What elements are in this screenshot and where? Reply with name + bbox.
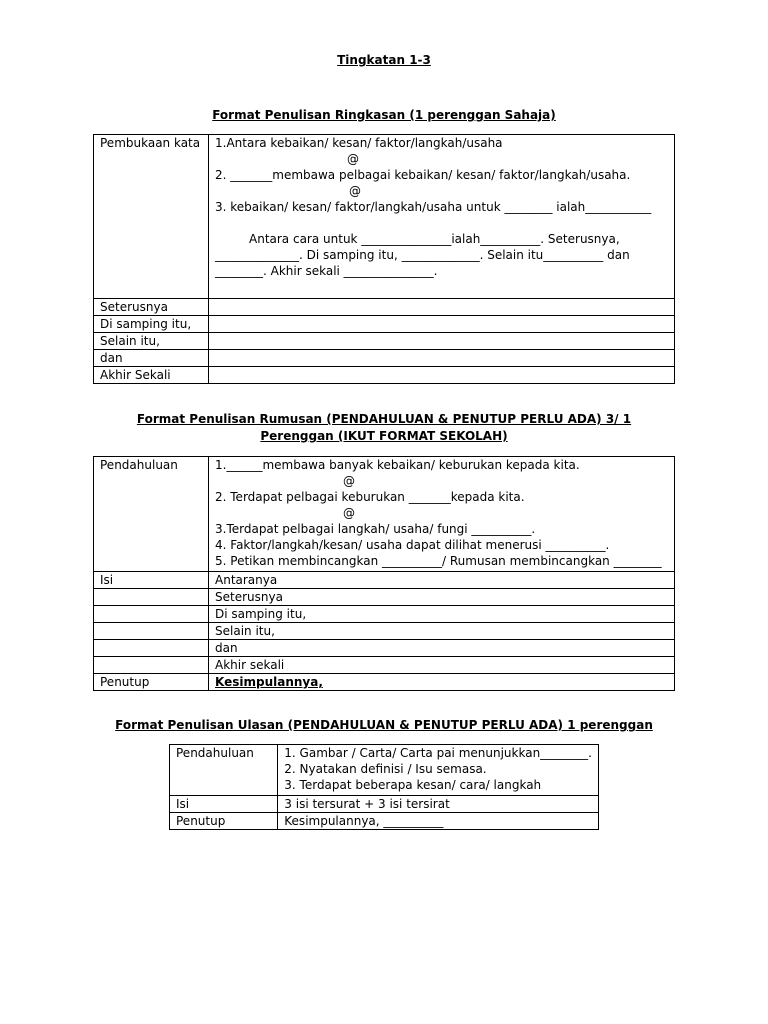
empty-cell: [209, 316, 675, 333]
intro-line: @: [349, 184, 361, 198]
empty-cell: [209, 367, 675, 384]
paragraph-line: ________. Akhir sekali _______________.: [215, 264, 438, 278]
row-label: Pendahuluan: [94, 457, 209, 572]
row-label: Seterusnya: [94, 299, 209, 316]
paragraph-line: Antara cara untuk _______________ialah__________. Seterusnya,: [249, 232, 620, 246]
table-row: [94, 674, 675, 691]
row-label: Penutup: [94, 674, 209, 691]
table-row: [94, 333, 675, 350]
empty-cell: [209, 333, 675, 350]
intro-line: 5. Petikan membincangkan __________/ Rumusan membincangkan ________: [215, 554, 662, 568]
intro-line: 3.Terdapat pelbagai langkah/ usaha/ fungi __________.: [215, 522, 536, 536]
row-label: Isi: [94, 572, 209, 589]
table-row: [170, 745, 599, 796]
closing-cell: Kesimpulannya,: [209, 674, 675, 691]
paragraph-line: ______________. Di samping itu, _____________. Selain itu__________ dan: [215, 248, 630, 262]
table-row: [94, 135, 675, 299]
row-label: Penutup: [170, 813, 278, 830]
empty-cell: [94, 623, 209, 640]
intro-line: @: [343, 474, 355, 488]
intro-line: 2. Nyatakan definisi / Isu semasa.: [284, 762, 487, 776]
intro-cell: [209, 135, 675, 299]
body-cell: Akhir sekali: [209, 657, 675, 674]
table-row: [94, 606, 675, 623]
ulasan-table: [169, 744, 599, 830]
empty-cell: [209, 299, 675, 316]
section2-heading: Format Penulisan Rumusan (PENDAHULUAN & PENUTUP PERLU ADA) 3/ 1 Perenggan (IKUT FORMAT SEKOLAH): [136, 412, 632, 443]
row-label: Isi: [170, 796, 278, 813]
row-label: Di samping itu,: [94, 316, 209, 333]
intro-line: 4. Faktor/langkah/kesan/ usaha dapat dilihat menerusi __________.: [215, 538, 610, 552]
section3-heading: Format Penulisan Ulasan (PENDAHULUAN & PENUTUP PERLU ADA) 1 perenggan: [115, 718, 653, 732]
table-row: [94, 316, 675, 333]
intro-line: 2. Terdapat pelbagai keburukan _______kepada kita.: [215, 490, 525, 504]
body-cell: Di samping itu,: [209, 606, 675, 623]
empty-cell: [209, 350, 675, 367]
table-row: [94, 657, 675, 674]
row-label: Selain itu,: [94, 333, 209, 350]
empty-cell: [94, 657, 209, 674]
table-row: [170, 796, 599, 813]
intro-cell: [209, 457, 675, 572]
table-row: [170, 813, 599, 830]
row-label: Pendahuluan: [170, 745, 278, 796]
ringkasan-table: [93, 134, 675, 384]
body-cell: dan: [209, 640, 675, 657]
table-row: [94, 457, 675, 572]
intro-line: 3. kebaikan/ kesan/ faktor/langkah/usaha untuk ________ ialah___________: [215, 200, 652, 214]
empty-cell: [94, 606, 209, 623]
body-cell: 3 isi tersurat + 3 isi tersirat: [278, 796, 599, 813]
body-cell: Selain itu,: [209, 623, 675, 640]
empty-cell: [94, 589, 209, 606]
closing-cell: Kesimpulannya, __________: [278, 813, 599, 830]
intro-line: 1.Antara kebaikan/ kesan/ faktor/langkah/usaha: [215, 136, 503, 150]
intro-cell: [278, 745, 599, 796]
empty-cell: [94, 640, 209, 657]
row-label: Pembukaan kata: [94, 135, 209, 299]
section1-heading: Format Penulisan Ringkasan (1 perenggan Sahaja): [212, 108, 556, 122]
rumusan-table: [93, 456, 675, 691]
table-row: [94, 299, 675, 316]
table-row: [94, 350, 675, 367]
body-cell: Antaranya: [209, 572, 675, 589]
table-row: [94, 623, 675, 640]
body-cell: Seterusnya: [209, 589, 675, 606]
table-row: [94, 367, 675, 384]
row-label: Akhir Sekali: [94, 367, 209, 384]
table-row: [94, 589, 675, 606]
intro-line: @: [343, 506, 355, 520]
intro-line: 1. Gambar / Carta/ Carta pai menunjukkan________.: [284, 746, 592, 760]
intro-line: 3. Terdapat beberapa kesan/ cara/ langkah: [284, 778, 542, 792]
intro-line: 1.______membawa banyak kebaikan/ keburukan kepada kita.: [215, 458, 580, 472]
page-title: Tingkatan 1-3: [337, 53, 431, 67]
row-label: dan: [94, 350, 209, 367]
intro-line: 2. _______membawa pelbagai kebaikan/ kesan/ faktor/langkah/usaha.: [215, 168, 631, 182]
table-row: [94, 640, 675, 657]
table-row: [94, 572, 675, 589]
intro-line: @: [347, 152, 359, 166]
